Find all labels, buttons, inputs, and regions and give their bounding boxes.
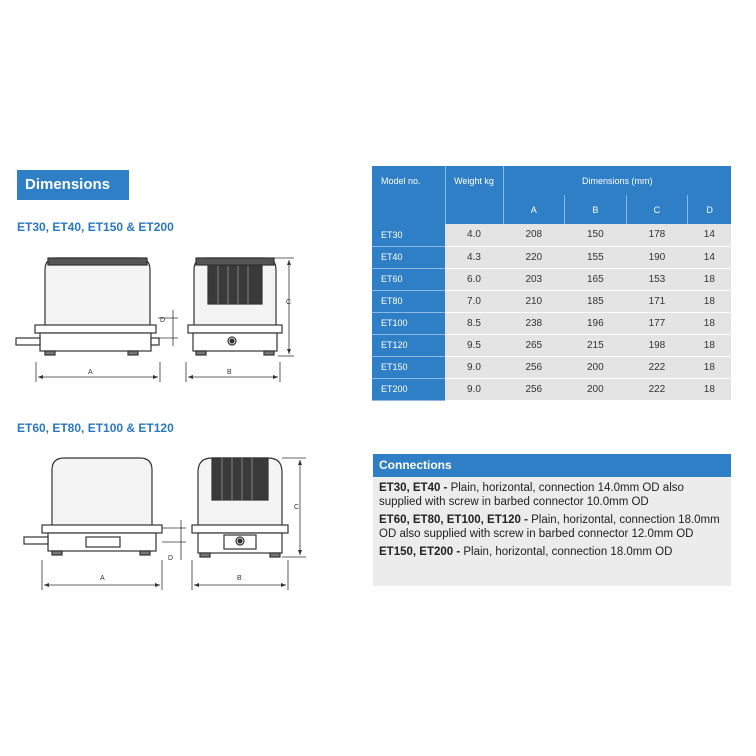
col-model-header: Model no. [372,166,445,224]
table-row [372,356,731,378]
cell-a: 256 [503,378,565,400]
pump-front-view-1 [16,258,178,382]
cell-c: 178 [626,224,688,246]
cell-weight: 9.0 [445,378,503,400]
cell-a: 220 [503,246,565,268]
connection-item [373,481,731,509]
cell-weight: 7.0 [445,290,503,312]
cell-d: 18 [688,290,731,312]
col-a-header: A [503,195,565,224]
cell-c: 198 [626,334,688,356]
cell-c: 153 [626,268,688,290]
table-row [372,246,731,268]
group2-title: ET60, ET80, ET100 & ET120 [17,421,174,435]
cell-model: ET80 [372,290,445,312]
group1-title: ET30, ET40, ET150 & ET200 [17,220,174,234]
cell-weight: 9.0 [445,356,503,378]
cell-d: 18 [688,356,731,378]
connection-models: ET30, ET40 - [379,482,448,494]
dim-label-b-1: B [227,369,232,376]
cell-a: 210 [503,290,565,312]
cell-c: 177 [626,312,688,334]
table-row [372,378,731,400]
connection-text: Plain, horizontal, connection 14.0mm OD also supplied with screw in barbed connector 10.0mm OD [379,482,684,508]
table-row [372,268,731,290]
pump-front-view-2 [24,458,186,590]
cell-model: ET150 [372,356,445,378]
cell-a: 203 [503,268,565,290]
cell-a: 256 [503,356,565,378]
dim-label-a-2: A [100,575,105,582]
cell-weight: 4.0 [445,224,503,246]
col-weight-header: Weight kg [445,166,503,224]
dim-label-c-1: C [286,299,292,306]
cell-a: 208 [503,224,565,246]
dim-label-a-1: A [88,369,93,376]
cell-d: 18 [688,334,731,356]
cell-a: 238 [503,312,565,334]
dim-label-d-1: D [160,317,166,324]
connection-models: ET60, ET80, ET100, ET120 - [379,514,528,526]
cell-d: 14 [688,224,731,246]
col-b-header: B [565,195,627,224]
cell-model: ET120 [372,334,445,356]
cell-a: 265 [503,334,565,356]
dimensions-table [372,166,731,401]
connections-title: Connections [373,454,731,477]
cell-d: 18 [688,378,731,400]
dim-label-d-2: D [168,555,174,562]
dimension-drawings [0,0,372,600]
cell-b: 200 [565,378,627,400]
cell-model: ET60 [372,268,445,290]
cell-c: 222 [626,356,688,378]
cell-model: ET40 [372,246,445,268]
cell-d: 18 [688,312,731,334]
table-row [372,290,731,312]
cell-b: 200 [565,356,627,378]
cell-weight: 8.5 [445,312,503,334]
connection-item [373,545,731,559]
cell-b: 165 [565,268,627,290]
cell-weight: 4.3 [445,246,503,268]
cell-c: 171 [626,290,688,312]
cell-b: 150 [565,224,627,246]
cell-d: 14 [688,246,731,268]
cell-c: 190 [626,246,688,268]
cell-d: 18 [688,268,731,290]
cell-b: 215 [565,334,627,356]
dim-label-c-2: C [294,504,300,511]
dim-label-b-2: B [237,575,242,582]
table-row [372,312,731,334]
table-row [372,334,731,356]
connection-item [373,513,731,541]
pump-side-view-2 [192,458,306,590]
cell-weight: 9.5 [445,334,503,356]
cell-b: 185 [565,290,627,312]
cell-b: 155 [565,246,627,268]
connections-panel [373,454,731,586]
cell-model: ET30 [372,224,445,246]
pump-side-view-1 [186,258,294,382]
connection-models: ET150, ET200 - [379,546,461,558]
cell-model: ET200 [372,378,445,400]
cell-model: ET100 [372,312,445,334]
table-row [372,224,731,246]
connection-text: Plain, horizontal, connection 18.0mm OD also supplied with screw in barbed connector 12.0mm OD [379,514,720,540]
cell-weight: 6.0 [445,268,503,290]
col-dimensions-header: Dimensions (mm) [503,166,731,195]
col-d-header: D [688,195,731,224]
connection-text: Plain, horizontal, connection 18.0mm OD [460,546,673,558]
cell-c: 222 [626,378,688,400]
cell-b: 196 [565,312,627,334]
section-title: Dimensions [17,170,129,200]
col-c-header: C [626,195,688,224]
